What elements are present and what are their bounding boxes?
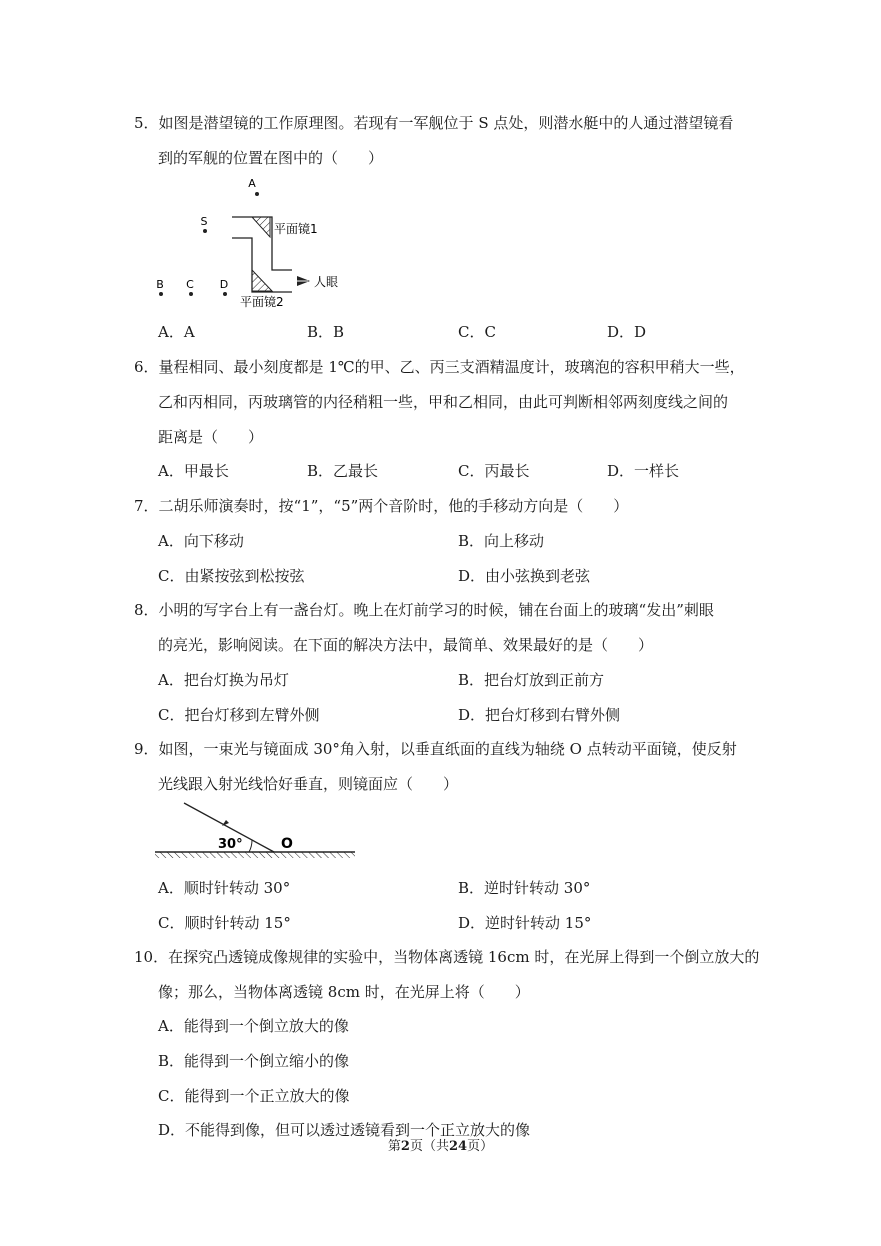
q7-option-d[interactable]: D．由小弦换到老弦 [458,567,591,585]
page-footer [0,1138,881,1156]
point-c [189,292,193,296]
mirror-2-label: 平面镜2 [240,295,284,309]
q8-stem-line2: 的亮光，影响阅读。在下面的解决方法中，最简单、效果最好的是（ ） [158,636,654,654]
label-a: A [248,177,256,190]
q6-stem-line3: 距离是（ ） [158,428,264,446]
footer-middle: 页（共 [409,1139,449,1154]
q6-stem-line2: 乙和丙相同，丙玻璃管的内径稍粗一些，甲和乙相同，由此可判断相邻两刻度线之间的 [158,393,729,411]
q6-option-d[interactable]: D．一样长 [607,462,680,480]
point-d [223,292,227,296]
label-c: C [186,278,194,291]
mirror-hatching [155,852,355,858]
q5-stem-line2: 到的军舰的位置在图中的（ ） [158,149,384,167]
q5-option-d[interactable]: D．D [607,323,647,341]
q10-option-c[interactable]: C．能得到一个正立放大的像 [158,1087,350,1105]
q10-stem-line2: 像；那么，当物体离透镜 8cm 时，在光屏上将（ ） [158,983,530,1001]
eye-symbol-icon [297,276,310,286]
label-b: B [156,278,164,291]
q6-option-a[interactable]: A．甲最长 [158,462,229,480]
footer-total-pages: 24 [448,1139,468,1154]
q5-option-a[interactable]: A．A [158,323,195,341]
q9-option-b[interactable]: B．逆时针转动 30° [458,879,591,897]
q7-option-c[interactable]: C．由紧按弦到松按弦 [158,567,305,585]
q9-option-a[interactable]: A．顺时针转动 30° [158,879,291,897]
eye-label: 人眼 [314,275,339,289]
q7-option-a[interactable]: A．向下移动 [158,532,244,550]
q7-option-b[interactable]: B．向上移动 [458,532,545,550]
q5-stem-line1: 5．如图是潜望镜的工作原理图。若现有一军舰位于 S 点处，则潜水艇中的人通过潜望镜看 [134,114,734,132]
mirror-2 [252,270,272,291]
point-a [255,192,259,196]
q7-stem-line1: 7．二胡乐师演奏时，按“1”，“5”两个音阶时，他的手移动方向是（ ） [134,497,629,515]
q9-stem-line2: 光线跟入射光线恰好垂直，则镜面应（ ） [158,775,459,793]
q6-stem-line1: 6．量程相同、最小刻度都是 1℃的甲、乙、丙三支酒精温度计，玻璃泡的容积甲稍大一些， [134,358,745,376]
q10-option-d[interactable]: D．不能得到像，但可以透过透镜看到一个正立放大的像 [158,1121,531,1139]
footer-page-number: 2 [400,1139,410,1154]
q8-option-a[interactable]: A．把台灯换为吊灯 [158,671,289,689]
q6-option-b[interactable]: B．乙最长 [307,462,379,480]
periscope-diagram [140,175,360,315]
point-o-label: O [281,836,293,852]
q9-option-d[interactable]: D．逆时针转动 15° [458,914,592,932]
mirror-1-label: 平面镜1 [274,222,318,236]
q8-stem-line1: 8．小明的写字台上有一盏台灯。晚上在灯前学习的时候，铺在台面上的玻璃“发出”刺眼 [134,601,714,619]
angle-label: 30° [218,837,243,852]
q8-option-c[interactable]: C．把台灯移到左臂外侧 [158,706,320,724]
q10-option-b[interactable]: B．能得到一个倒立缩小的像 [158,1052,350,1070]
footer-suffix: 页） [467,1139,494,1154]
q9-option-c[interactable]: C．顺时针转动 15° [158,914,291,932]
point-s [203,229,207,233]
q9-stem-line1: 9．如图，一束光与镜面成 30°角入射，以垂直纸面的直线为轴绕 O 点转动平面镜，使反射 [134,740,737,758]
q6-option-c[interactable]: C．丙最长 [458,462,530,480]
q10-option-a[interactable]: A．能得到一个倒立放大的像 [158,1017,349,1035]
point-b [159,292,163,296]
q5-option-c[interactable]: C．C [458,323,496,341]
footer-prefix: 第 [387,1139,401,1154]
angle-arc [249,840,252,852]
q8-option-b[interactable]: B．把台灯放到正前方 [458,671,605,689]
mirror-1 [252,217,270,237]
label-s: S [200,215,208,228]
q5-option-b[interactable]: B．B [307,323,345,341]
q8-option-d[interactable]: D．把台灯移到右臂外侧 [458,706,621,724]
label-d: D [219,278,229,291]
q10-stem-line1: 10．在探究凸透镜成像规律的实验中，当物体离透镜 16cm 时，在光屏上得到一个倒立放大的 [134,948,760,966]
mirror-reflection-diagram [150,800,360,862]
